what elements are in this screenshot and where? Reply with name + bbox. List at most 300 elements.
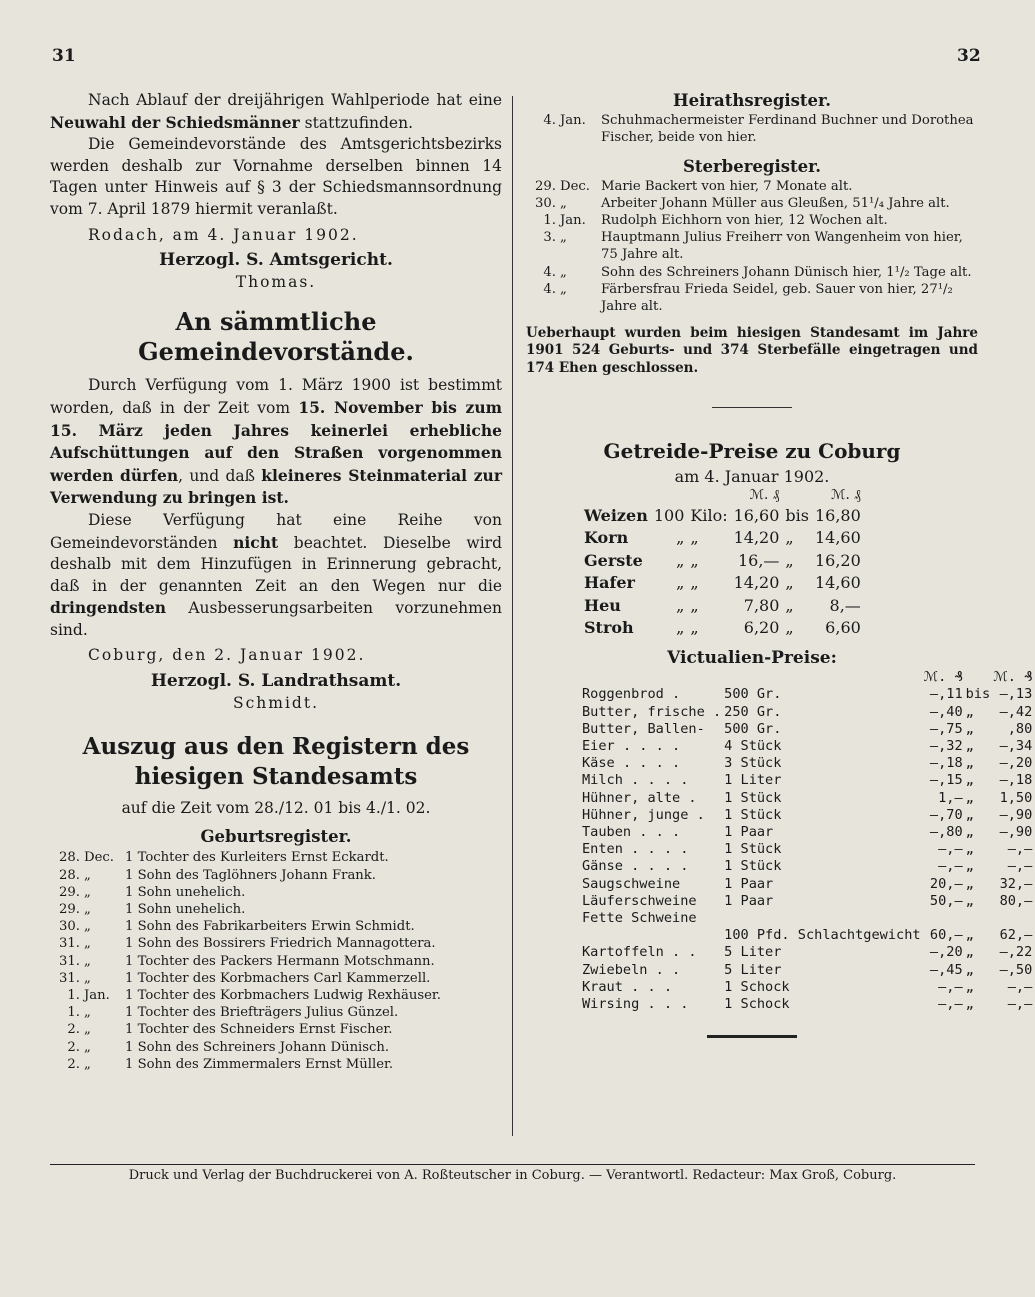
entry-day: 4. (543, 281, 556, 297)
grain-price-low: 14,20 (733, 573, 780, 593)
grain-price-high: 8,— (829, 595, 861, 615)
grain-price-high: 14,60 (814, 573, 861, 593)
food-sep: „ (965, 996, 974, 1013)
food-name-text: Hühner, junge (582, 806, 689, 823)
food-sep: „ (965, 892, 974, 909)
annual-summary: Ueberhaupt wurden beim hiesigen Standesamt im Jahre 1901 524 Geburts- und 374 Sterbefälle eingetragen und 174 Ehen geschlossen. (526, 325, 978, 376)
food-qty: 1 Stück (724, 858, 782, 875)
registry-section (50, 732, 502, 1073)
entry-month: „ (560, 195, 567, 211)
notice1-authority: Herzogl. S. Amtsgericht. (159, 250, 393, 271)
food-sep: „ (965, 772, 974, 789)
food-sep: „ (965, 806, 974, 823)
food-price-high: 32,— (999, 875, 1033, 892)
entry-month: „ (560, 281, 567, 297)
food-name (582, 893, 724, 910)
entry-day: 3. (543, 230, 556, 246)
food-price-high: —,18 (999, 772, 1033, 789)
entry-text: Färbersfrau Frieda Seidel, geb. Sauer von hier, 27¹/₂ Jahre alt. (601, 281, 953, 315)
food-price-high: 80,— (999, 892, 1033, 909)
food-price-low: —,11 (929, 686, 963, 703)
grain-date: am 4. Januar 1902. (674, 466, 830, 486)
food-sep: „ (965, 841, 974, 858)
notice2-heading: An sämmtliche Gemeindevorstände. (138, 307, 414, 367)
food-qty: 1 Liter (724, 772, 782, 789)
food-qty: 1 Paar (724, 892, 774, 909)
grain-sep: „ (785, 528, 794, 548)
entry-day: 2. (67, 1039, 80, 1055)
entry-day: 30. (59, 919, 80, 935)
birth-entry (50, 918, 502, 935)
column-divider (512, 96, 513, 1136)
grain-price-low: 6,20 (743, 618, 780, 638)
entry-month: „ (84, 1005, 91, 1021)
entry-day: 4. (543, 264, 556, 280)
entry-month: Dec. (84, 850, 114, 866)
food-name (582, 858, 724, 875)
birth-entry (50, 849, 502, 866)
food-row (582, 790, 1035, 807)
entry-day: 29. (59, 884, 80, 900)
food-price-high: —,— (1007, 841, 1033, 858)
food-sep: „ (965, 944, 974, 961)
entry-day: 28. (59, 850, 80, 866)
food-price-low (924, 910, 966, 927)
birth-entry (50, 987, 502, 1004)
food-price-high: —,22 (999, 944, 1033, 961)
marriages-table (526, 112, 978, 146)
food-leader-dots: . (672, 686, 681, 703)
food-name (582, 755, 724, 772)
entry-day: 1. (67, 988, 80, 1004)
grain-price-high: 16,80 (814, 505, 861, 525)
food-sep: bis (965, 686, 991, 703)
marriage-entry (526, 112, 978, 146)
food-name-text: Butter, Ballen- (582, 720, 705, 737)
food-qty: 1 Schock (724, 978, 790, 995)
death-entry (526, 229, 978, 263)
entry-month: „ (84, 953, 91, 969)
entry-text: Sohn des Schreiners Johann Dünisch hier, 1¹/₂ Tage alt. (601, 264, 972, 280)
grain-qty: „ (676, 618, 685, 638)
food-sep: „ (965, 858, 974, 875)
death-entry (526, 264, 978, 281)
grain-sep: bis (785, 505, 809, 525)
grain-unit: „ (690, 573, 699, 593)
grain-price-high: 14,60 (814, 528, 861, 548)
food-price-high: —,42 (999, 703, 1033, 720)
notice1-signature: Thomas. (235, 272, 317, 291)
notice-gemeindevorstaende (50, 307, 502, 714)
birth-entry (50, 1056, 502, 1073)
food-qty (724, 910, 923, 927)
grain-row (584, 572, 867, 595)
entry-text: 1 Sohn unehelich. (125, 902, 246, 918)
food-name-text: Läuferschweine (582, 892, 697, 909)
notice1-place-date: Rodach, am 4. Januar 1902. (88, 225, 359, 244)
food-name-text: Roggenbrod (582, 686, 664, 703)
grain-price-low: 7,80 (743, 595, 780, 615)
entry-month: „ (84, 1039, 91, 1055)
grain-sep: „ (785, 618, 794, 638)
food-sep: „ (965, 978, 974, 995)
food-price-low: —,40 (929, 703, 963, 720)
food-name (582, 876, 724, 893)
food-leader-dots: . . (672, 944, 697, 961)
entry-day: 31. (59, 936, 80, 952)
food-price-high: —,— (1007, 996, 1033, 1013)
food-qty: 4 Stück (724, 738, 782, 755)
food-price-high: —,— (1007, 858, 1033, 875)
grain-row (584, 505, 867, 528)
food-sep: „ (965, 824, 974, 841)
food-sep (966, 910, 994, 927)
food-price-high: —,90 (999, 806, 1033, 823)
food-price-low: —,80 (929, 824, 963, 841)
grain-qty: „ (676, 573, 685, 593)
entry-text: 1 Sohn des Taglöhners Johann Frank. (125, 867, 376, 883)
entry-month: „ (84, 884, 91, 900)
death-entry (526, 212, 978, 229)
right-column (526, 90, 1033, 1048)
food-price-high: —,50 (999, 961, 1033, 978)
grain-price-high: 6,60 (825, 618, 861, 638)
entry-text: Marie Backert von hier, 7 Monate alt. (601, 178, 853, 194)
food-qty: 1 Stück (724, 789, 782, 806)
food-table (582, 669, 1035, 1013)
food-price-high: —,20 (999, 755, 1033, 772)
notice2-authority: Herzogl. S. Landrathsamt. (150, 671, 402, 692)
entry-month: „ (84, 970, 91, 986)
closing-rule (707, 1035, 797, 1038)
grain-unit: „ (690, 528, 699, 548)
food-leader-dots: . . . . (631, 841, 689, 858)
notice1-para2: Die Gemeindevorstände des Amtsgerichtsbezirks werden deshalb zur Vornahme derselben binnen 14 Tagen unter Hinweis auf § 3 der Schiedsmannsordnung vom 7. April 1879 hiermit veranlaßt. (50, 135, 502, 218)
food-name (582, 772, 724, 789)
grain-price-low: 16,60 (733, 505, 780, 525)
grain-col-head-high: ℳ. ₰ (831, 487, 861, 504)
entry-month: Jan. (560, 112, 586, 128)
food-row (582, 686, 1035, 703)
page-number-left: 31 (52, 46, 76, 66)
food-qty: 1 Schock (724, 996, 790, 1013)
food-leader-dots: . . . . (631, 772, 689, 789)
entry-text: 1 Tochter des Packers Hermann Motschmann. (125, 953, 435, 969)
food-qty: 500 Gr. (724, 686, 782, 703)
food-leader-dots: . (712, 703, 722, 720)
food-row (582, 962, 1035, 979)
entry-day: 31. (59, 970, 80, 986)
grain-sep: „ (785, 550, 794, 570)
food-name-text: Kraut (582, 978, 623, 995)
grain-name: Korn (584, 528, 629, 548)
section-divider (712, 407, 792, 408)
food-sep: „ (965, 720, 974, 737)
food-leader-dots: . . . . (622, 738, 681, 755)
food-price-low: —,45 (929, 961, 963, 978)
entry-month: „ (84, 867, 91, 883)
notice1-emphasis: Neuwahl der Schiedsmänner (50, 112, 300, 132)
food-qty: 250 Gr. (724, 703, 782, 720)
food-heading: Victualien-Preise: (667, 647, 837, 668)
food-name-text: Fette Schweine (582, 910, 697, 927)
food-leader-dots: . . . . (622, 755, 681, 772)
entry-text: 1 Sohn des Zimmermalers Ernst Müller. (125, 1056, 394, 1072)
entry-day: 2. (67, 1022, 80, 1038)
food-name-text: Zwiebeln (582, 961, 648, 978)
grain-table (584, 487, 867, 639)
grain-name: Heu (584, 595, 621, 615)
entry-text: Rudolph Eichhorn von hier, 12 Wochen alt. (601, 213, 888, 228)
entry-day: 30. (535, 195, 556, 211)
food-name-text: Butter, frische (582, 703, 705, 720)
food-price-low: —,— (938, 841, 963, 858)
food-price-high: ,80 (1007, 720, 1033, 737)
food-col-head-low: ℳ. ₰ (923, 669, 963, 686)
food-leader-dots: . . . (647, 996, 689, 1013)
left-column (50, 90, 502, 1073)
food-name-text: Gänse (582, 858, 623, 875)
grain-qty: „ (676, 550, 685, 570)
food-name (582, 841, 724, 858)
food-qty: 1 Paar (724, 824, 774, 841)
notice2-para1: Durch Verfügung vom 1. März 1900 ist bestimmt worden, daß in der Zeit vom 15. November bis zum 15. März jeden Jahres keinerlei erhebliche Aufschüttungen auf den Straßen vorgenommen werden dürfen, und daß kleineres Steinmaterial zur Verwendung zu bringen ist. (50, 376, 502, 508)
entry-text: 1 Tochter des Briefträgers Julius Günzel. (125, 1005, 399, 1021)
entry-month: „ (84, 1056, 91, 1072)
food-row (582, 824, 1035, 841)
food-row (582, 772, 1035, 789)
food-leader-dots: . . (655, 961, 681, 978)
food-name-text: Eier (582, 738, 615, 755)
food-sep: „ (965, 789, 974, 806)
food-row (582, 927, 1035, 944)
food-sep: „ (965, 875, 974, 892)
food-name (582, 721, 724, 738)
food-name (582, 962, 724, 979)
food-leader-dots: . . . . (631, 858, 689, 875)
grain-qty: „ (676, 528, 685, 548)
food-leader-dots: . (688, 789, 697, 806)
food-price-low: —,32 (929, 738, 963, 755)
food-price-high: —,13 (999, 686, 1033, 703)
food-qty: 500 Gr. (724, 720, 782, 737)
deaths-table (526, 178, 978, 316)
entry-month: Dec. (560, 178, 590, 194)
grain-unit: „ (690, 618, 699, 638)
food-row (582, 910, 1035, 927)
food-qty: 3 Stück (724, 755, 782, 772)
registry-period: auf die Zeit vom 28./12. 01 bis 4./1. 02. (121, 799, 431, 818)
food-name (582, 996, 724, 1013)
grain-sep: „ (785, 595, 794, 615)
food-name (582, 979, 724, 996)
grain-sep: „ (785, 573, 794, 593)
entry-month: „ (84, 919, 91, 935)
food-name-text: Saugschweine (582, 875, 681, 892)
food-price-low: 20,— (929, 875, 963, 892)
birth-entry (50, 935, 502, 952)
entry-text: 1 Tochter des Kurleiters Ernst Eckardt. (125, 850, 389, 866)
birth-entry (50, 970, 502, 987)
grain-price-low: 16,— (737, 550, 780, 570)
entry-month: „ (560, 230, 567, 246)
entry-text: 1 Tochter des Korbmachers Ludwig Rexhäuser. (125, 988, 441, 1004)
food-name-text: Käse (582, 755, 615, 772)
food-name-text: Kartoffeln (582, 944, 664, 961)
notice2-signature: Schmidt. (232, 693, 319, 712)
entry-text: 1 Sohn des Fabrikarbeiters Erwin Schmidt. (125, 919, 415, 935)
entry-text: 1 Sohn des Bossirers Friedrich Mannagottera. (125, 936, 436, 952)
food-row (582, 858, 1035, 875)
food-price-high: 1,50 (999, 789, 1033, 806)
grain-row (584, 617, 867, 640)
footer-rule (50, 1164, 975, 1165)
notice-schiedsmaenner (50, 90, 502, 293)
food-price-low: —,15 (929, 772, 963, 789)
birth-entry (50, 1004, 502, 1021)
entry-month: „ (84, 936, 91, 952)
entry-text: 1 Tochter des Korbmachers Carl Kammerzell. (125, 970, 431, 986)
food-sep: „ (965, 755, 974, 772)
food-price-low: —,70 (929, 806, 963, 823)
births-heading: Geburtsregister. (200, 826, 352, 846)
food-name (582, 738, 724, 755)
notice1-para1: Nach Ablauf der dreijährigen Wahlperiode hat eine Neuwahl der Schiedsmänner stattzufinden. (50, 91, 502, 132)
entry-text: Arbeiter Johann Müller aus Gleußen, 51¹/₄ Jahre alt. (601, 195, 950, 211)
food-row (582, 755, 1035, 772)
food-price-low: —,— (938, 978, 963, 995)
food-price-low: 1,— (938, 789, 963, 806)
food-price-low: —,20 (929, 944, 963, 961)
food-name-text: Enten (582, 841, 623, 858)
food-name (582, 686, 724, 703)
food-row (582, 704, 1035, 721)
food-price-low: —,— (938, 996, 963, 1013)
grain-row (584, 550, 867, 573)
entry-month: „ (84, 1022, 91, 1038)
food-row (582, 721, 1035, 738)
food-sep: „ (965, 961, 974, 978)
food-price-low: —,— (938, 858, 963, 875)
food-name (582, 704, 724, 721)
page-number-right: 32 (957, 46, 981, 66)
birth-entry (50, 884, 502, 901)
births-table (50, 849, 502, 1073)
food-leader-dots: . . . (631, 978, 673, 995)
food-price-low: 50,— (929, 892, 963, 909)
grain-name: Hafer (584, 573, 635, 593)
grain-unit: „ (690, 550, 699, 570)
entry-text: 1 Sohn unehelich. (125, 884, 246, 900)
entry-month: Jan. (560, 213, 586, 228)
food-name-text: Milch (582, 772, 623, 789)
food-price-high: 62,— (999, 927, 1033, 944)
grain-name: Stroh (584, 618, 634, 638)
grain-qty: „ (676, 595, 685, 615)
food-price-high (993, 910, 1035, 927)
food-row (582, 841, 1035, 858)
entry-day: 28. (59, 867, 80, 883)
grain-row (584, 527, 867, 550)
birth-entry (50, 1039, 502, 1056)
entry-day: 4. (543, 112, 556, 128)
food-name (582, 944, 724, 961)
food-row (582, 876, 1035, 893)
death-entry (526, 178, 978, 195)
food-row (582, 807, 1035, 824)
food-price-low: —,75 (929, 720, 963, 737)
food-sep: „ (965, 927, 974, 944)
entry-day: 31. (59, 953, 80, 969)
grain-price-high: 16,20 (814, 550, 861, 570)
food-name (582, 927, 724, 944)
food-qty: 1 Stück (724, 806, 782, 823)
grain-price-low: 14,20 (733, 528, 780, 548)
food-price-high: —,34 (999, 738, 1033, 755)
registry-heading: Auszug aus den Registern des hiesigen Standesamts (82, 733, 470, 791)
food-price-high: —,— (1007, 978, 1033, 995)
food-row (582, 893, 1035, 910)
grain-unit: Kilo: (690, 505, 728, 525)
food-name-text: Tauben (582, 824, 632, 841)
grain-row (584, 595, 867, 618)
entry-text: Hauptmann Julius Freiherr von Wangenheim von hier, 75 Jahre alt. (601, 230, 963, 263)
food-qty: 5 Liter (724, 944, 782, 961)
food-sep: „ (965, 738, 974, 755)
food-row (582, 738, 1035, 755)
deaths-heading: Sterberegister. (682, 157, 822, 176)
entry-text: Schuhmachermeister Ferdinand Buchner und Dorothea Fischer, beide von hier. (601, 112, 974, 145)
food-qty: 5 Liter (724, 961, 782, 978)
grain-qty: 100 (653, 505, 685, 525)
food-name (582, 790, 724, 807)
marriages-heading: Heirathsregister. (673, 91, 831, 110)
birth-entry (50, 1021, 502, 1038)
food-qty: 1 Stück (724, 841, 782, 858)
entry-text: 1 Tochter des Schneiders Ernst Fischer. (125, 1022, 393, 1038)
birth-entry (50, 901, 502, 918)
death-entry (526, 281, 978, 315)
food-price-low: 60,— (929, 927, 963, 944)
food-price-low: —,18 (929, 755, 963, 772)
food-price-high: —,90 (999, 824, 1033, 841)
birth-entry (50, 953, 502, 970)
entry-text: 1 Sohn des Schreiners Johann Dünisch. (125, 1039, 390, 1055)
entry-month: Jan. (84, 988, 110, 1004)
food-name-text: Wirsing (582, 996, 640, 1013)
grain-name: Weizen (584, 505, 648, 525)
entry-month: „ (84, 902, 91, 918)
death-entry (526, 195, 978, 212)
food-name (582, 807, 724, 824)
food-name (582, 824, 724, 841)
food-sep: „ (965, 703, 974, 720)
food-qty: 100 Pfd. Schlachtgewicht (724, 927, 921, 944)
entry-day: 1. (67, 1005, 80, 1021)
grain-name: Gerste (584, 550, 643, 570)
entry-month: „ (560, 264, 567, 280)
notice2-para2: Diese Verfügung hat eine Reihe von Gemeindevorständen nicht beachtet. Dieselbe wird deshalb mit dem Hinzufügen in Erinnerung gebracht, daß in der genannten Zeit an den Wegen nur die dringendsten Ausbesserungsarbeiten vorzunehmen sind. (50, 510, 502, 639)
food-qty: 1 Paar (724, 875, 774, 892)
food-leader-dots: . (696, 806, 705, 823)
grain-col-head-low: ℳ. ₰ (749, 487, 780, 504)
imprint: Druck und Verlag der Buchdruckerei von A. Roßteutscher in Coburg. — Verantwortl. Redacteur: Max Groß, Coburg. (128, 1168, 897, 1183)
food-row (582, 996, 1035, 1013)
food-row (582, 944, 1035, 961)
food-leader-dots: . . . (639, 824, 681, 841)
food-name (582, 910, 724, 927)
food-name-text: Hühner, alte (582, 789, 681, 806)
